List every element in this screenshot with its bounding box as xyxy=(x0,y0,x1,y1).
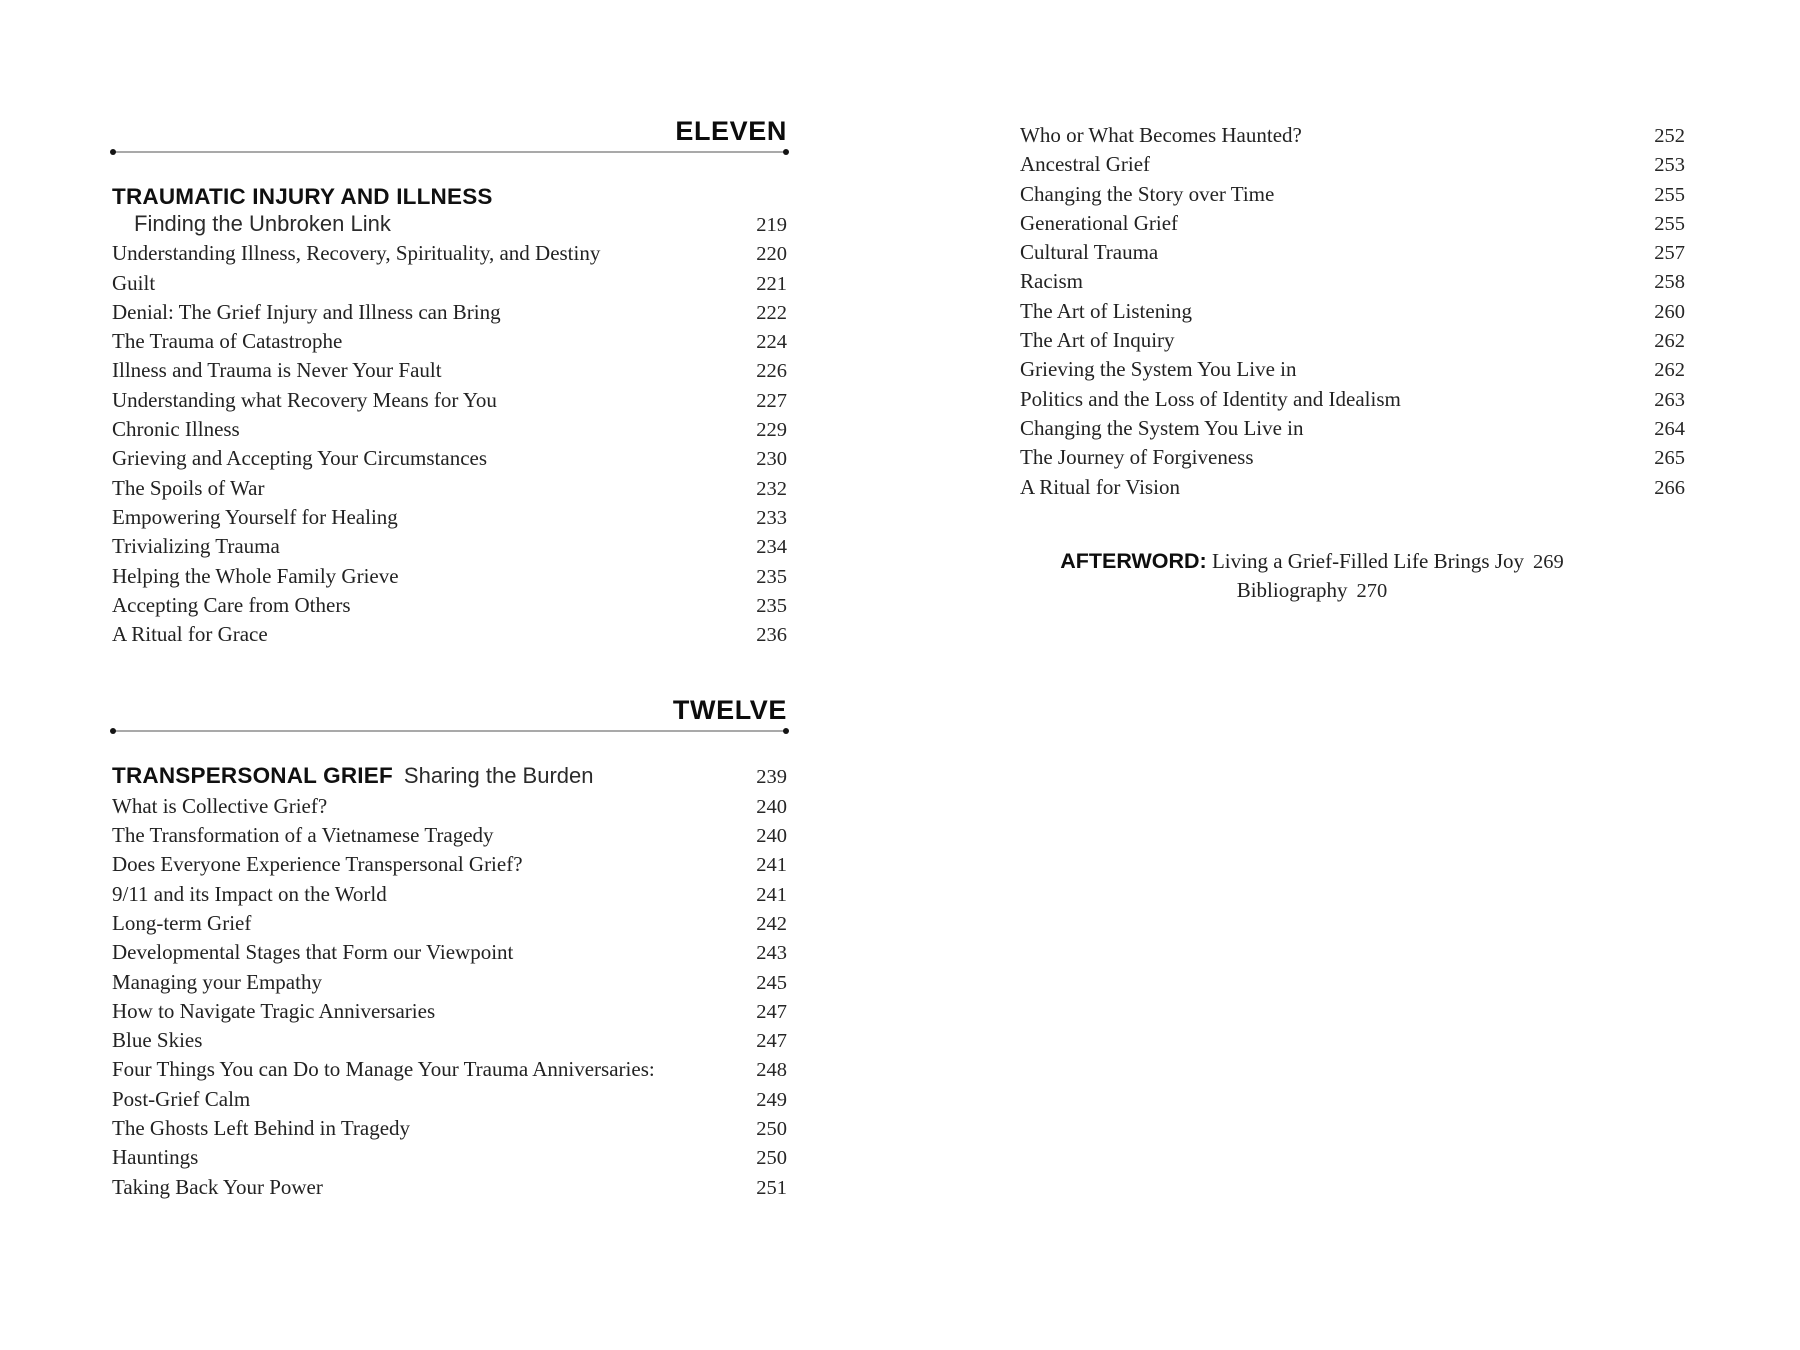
toc-row xyxy=(112,503,787,532)
toc-row xyxy=(112,1055,787,1084)
toc-entry-label: The Ghosts Left Behind in Tragedy xyxy=(112,1116,411,1141)
toc-entry-label: Guilt xyxy=(112,270,156,295)
toc-entry-label: Does Everyone Experience Transpersonal Grief? xyxy=(112,852,523,877)
toc-row xyxy=(112,474,787,503)
toc-row xyxy=(112,1085,787,1114)
afterword-block xyxy=(1020,547,1604,606)
toc-row xyxy=(1020,385,1685,414)
page-number: 222 xyxy=(756,301,787,324)
toc-entry-label: The Art of Listening xyxy=(1020,298,1193,323)
bibliography-label: Bibliography xyxy=(1236,578,1348,603)
afterword-page-number: 269 xyxy=(1533,550,1564,573)
page-number: 262 xyxy=(1654,359,1685,382)
chapter-twelve-header xyxy=(112,696,787,732)
page-number: 229 xyxy=(756,419,787,442)
right-page xyxy=(1020,121,1685,606)
page-number: 263 xyxy=(1654,388,1685,411)
toc-row xyxy=(112,909,787,938)
toc-entry-label: Ancestral Grief xyxy=(1020,152,1151,177)
page-number: 240 xyxy=(756,825,787,848)
toc-row xyxy=(112,415,787,444)
toc-entry-label: Understanding Illness, Recovery, Spirituality, and Destiny xyxy=(112,241,601,266)
toc-row xyxy=(112,997,787,1026)
page-number: 242 xyxy=(756,912,787,935)
toc-entry-label: Denial: The Grief Injury and Illness can Bring xyxy=(112,299,501,324)
toc-row xyxy=(1020,121,1685,150)
page-number: 249 xyxy=(756,1088,787,1111)
afterword-title: Living a Grief-Filled Life Brings Joy xyxy=(1211,548,1525,573)
page-number: 266 xyxy=(1654,476,1685,499)
toc-entry-label: Developmental Stages that Form our Viewpoint xyxy=(112,940,514,965)
page-number: 260 xyxy=(1654,300,1685,323)
page-number: 262 xyxy=(1654,330,1685,353)
toc-entry-label: Four Things You can Do to Manage Your Trauma Anniversaries: xyxy=(112,1057,655,1082)
page-number: 230 xyxy=(756,448,787,471)
toc-entry-label: Chronic Illness xyxy=(112,417,240,442)
toc-row xyxy=(112,1114,787,1143)
rule-dot-right xyxy=(783,728,789,734)
page-number: 227 xyxy=(756,389,787,412)
page-number: 247 xyxy=(756,1030,787,1053)
toc-entry-label: The Spoils of War xyxy=(112,475,265,500)
page-number: 241 xyxy=(756,883,787,906)
page-number: 224 xyxy=(756,331,787,354)
toc-row xyxy=(1020,473,1685,502)
toc-entry-label: Understanding what Recovery Means for You xyxy=(112,387,497,412)
page-number: 255 xyxy=(1654,212,1685,235)
toc-row xyxy=(112,386,787,415)
toc-row xyxy=(112,327,787,356)
page-number: 252 xyxy=(1654,125,1685,147)
page-number: 234 xyxy=(756,536,787,559)
toc-entry-label: The Transformation of a Vietnamese Tragedy xyxy=(112,823,494,848)
toc-entry-label: Politics and the Loss of Identity and Idealism xyxy=(1020,386,1401,411)
page-number: 250 xyxy=(756,1118,787,1141)
chapter-eleven-header xyxy=(112,117,787,153)
page-number: 226 xyxy=(756,360,787,383)
toc-row xyxy=(112,298,787,327)
chapter-eleven-subtitle: Finding the Unbroken Link xyxy=(134,211,391,236)
page-number: 255 xyxy=(1654,183,1685,206)
toc-entry-label: Illness and Trauma is Never Your Fault xyxy=(112,358,442,383)
page-number: 221 xyxy=(756,272,787,295)
chapter-twelve-entry-list xyxy=(112,792,787,1202)
toc-entry-label: Grieving the System You Live in xyxy=(1020,357,1297,382)
page-number: 219 xyxy=(756,214,787,236)
toc-row xyxy=(112,562,787,591)
page-number: 245 xyxy=(756,971,787,994)
chapter-twelve-title xyxy=(112,762,594,790)
toc-entry-label: 9/11 and its Impact on the World xyxy=(112,881,387,906)
toc-row xyxy=(112,591,787,620)
toc-row xyxy=(112,1173,787,1202)
toc-row xyxy=(1020,180,1685,209)
page-number: 236 xyxy=(756,624,787,647)
toc-entry-label: The Art of Inquiry xyxy=(1020,328,1175,353)
toc-entry-label: Changing the Story over Time xyxy=(1020,181,1275,206)
toc-row xyxy=(112,532,787,561)
page-number: 240 xyxy=(756,795,787,818)
toc-row xyxy=(112,850,787,879)
toc-row xyxy=(112,444,787,473)
toc-row xyxy=(1020,443,1685,472)
toc-row xyxy=(1020,326,1685,355)
toc-entry-label: How to Navigate Tragic Anniversaries xyxy=(112,998,436,1023)
page-number: 220 xyxy=(756,243,787,266)
page-number: 235 xyxy=(756,594,787,617)
bibliography-page-number: 270 xyxy=(1356,580,1388,603)
toc-row xyxy=(1020,355,1685,384)
toc-row xyxy=(112,968,787,997)
toc-entry-label: Post-Grief Calm xyxy=(112,1086,251,1111)
toc-row xyxy=(112,620,787,649)
page-number: 241 xyxy=(756,854,787,877)
toc-entry-label: Hauntings xyxy=(112,1145,199,1170)
toc-row xyxy=(1020,414,1685,443)
bibliography-line xyxy=(1020,576,1604,606)
toc-entry-label: Blue Skies xyxy=(112,1028,203,1053)
toc-row xyxy=(1020,297,1685,326)
toc-row xyxy=(1020,238,1685,267)
chapter-number-eleven: ELEVEN xyxy=(675,116,787,146)
page-number: 264 xyxy=(1654,417,1685,440)
page-number: 233 xyxy=(756,506,787,529)
chapter-number-twelve: TWELVE xyxy=(672,695,787,726)
page-number: 243 xyxy=(756,942,787,965)
rule-dot-left xyxy=(110,728,116,734)
rule-dot-left xyxy=(110,149,116,155)
toc-entry-label: Generational Grief xyxy=(1020,210,1179,235)
toc-row xyxy=(112,356,787,385)
toc-entry-label: The Trauma of Catastrophe xyxy=(112,329,343,354)
page-number: 251 xyxy=(756,1176,787,1199)
afterword-label: AFTERWORD: xyxy=(1060,548,1207,573)
toc-row xyxy=(112,269,787,298)
page-number: 253 xyxy=(1654,154,1685,177)
toc-row xyxy=(112,821,787,850)
chapter-eleven-title: TRAUMATIC INJURY AND ILLNESS xyxy=(112,184,493,209)
toc-row xyxy=(1020,209,1685,238)
chapter-rule xyxy=(112,730,787,732)
toc-entry-label: The Journey of Forgiveness xyxy=(1020,445,1254,470)
chapter-twelve-subtitle: Sharing the Burden xyxy=(403,763,594,789)
toc-entry-label: Racism xyxy=(1020,269,1083,294)
toc-entry-label: Grieving and Accepting Your Circumstances xyxy=(112,446,488,471)
page-number: 265 xyxy=(1654,447,1685,470)
chapter-rule xyxy=(112,151,787,153)
toc-entry-label: What is Collective Grief? xyxy=(112,793,328,818)
toc-entry-label: Trivializing Trauma xyxy=(112,534,280,559)
rule-dot-right xyxy=(783,149,789,155)
toc-entry-label: Accepting Care from Others xyxy=(112,592,351,617)
page-number: 258 xyxy=(1654,271,1685,294)
toc-entry-label: Helping the Whole Family Grieve xyxy=(112,563,399,588)
right-page-entry-list xyxy=(1020,121,1685,502)
left-page xyxy=(112,117,787,1202)
page-number: 239 xyxy=(756,766,787,789)
chapter-twelve-title-row xyxy=(112,762,787,791)
page-number: 247 xyxy=(756,1000,787,1023)
toc-entry-label: A Ritual for Grace xyxy=(112,622,268,647)
page-number: 257 xyxy=(1654,242,1685,265)
chapter-eleven-subtitle-row xyxy=(112,210,787,239)
toc-entry-label: Empowering Yourself for Healing xyxy=(112,504,398,529)
toc-row xyxy=(112,1026,787,1055)
toc-row xyxy=(112,792,787,821)
toc-entry-label: Cultural Trauma xyxy=(1020,240,1159,265)
page-number: 248 xyxy=(756,1059,787,1082)
toc-row xyxy=(112,880,787,909)
toc-entry-label: A Ritual for Vision xyxy=(1020,474,1180,499)
toc-entry-label: Changing the System You Live in xyxy=(1020,415,1304,440)
chapter-eleven-entry-list xyxy=(112,239,787,649)
toc-row xyxy=(1020,150,1685,179)
toc-entry-label: Long-term Grief xyxy=(112,910,252,935)
toc-row xyxy=(112,239,787,268)
chapter-twelve-title-bold: TRANSPERSONAL GRIEF xyxy=(112,763,393,789)
toc-row xyxy=(112,1143,787,1172)
toc-row xyxy=(112,938,787,967)
afterword-line xyxy=(1020,547,1604,577)
toc-row xyxy=(1020,267,1685,296)
page-number: 232 xyxy=(756,477,787,500)
toc-entry-label: Who or What Becomes Haunted? xyxy=(1020,123,1302,147)
toc-entry-label: Taking Back Your Power xyxy=(112,1174,323,1199)
toc-entry-label: Managing your Empathy xyxy=(112,969,322,994)
page-number: 250 xyxy=(756,1147,787,1170)
page-number: 235 xyxy=(756,565,787,588)
